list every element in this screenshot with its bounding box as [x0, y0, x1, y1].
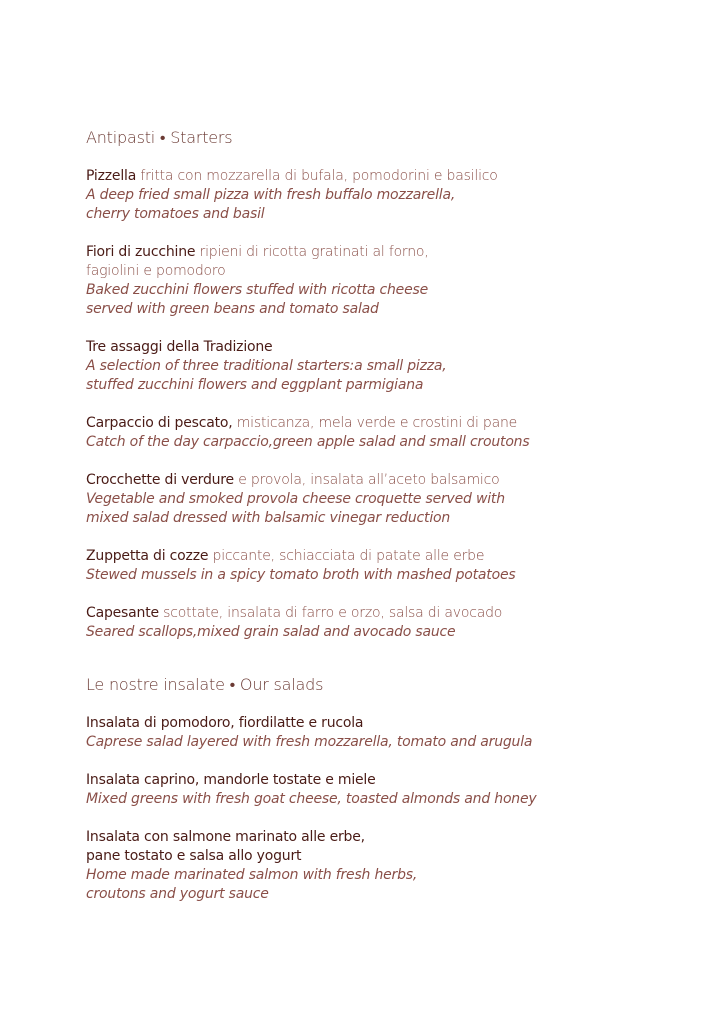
dish-italian-line	[86, 547, 686, 566]
dish-description: scottate, insalata di farro e orzo, salsa di avocado	[158, 605, 503, 621]
menu-item	[86, 714, 686, 752]
dish-english-translation: Catch of the day carpaccio,green apple salad and small croutons	[86, 434, 530, 450]
dish-name: Tre assaggi della Tradizione	[86, 339, 273, 355]
dish-english-translation: Caprese salad layered with fresh mozzarella, tomato and arugula	[86, 734, 533, 750]
dish-italian-line	[86, 167, 686, 186]
section-title: Le nostre insalate • Our salads	[86, 675, 324, 694]
dish-english-translation: mixed salad dressed with balsamic vinegar reduction	[86, 510, 451, 526]
dish-english-translation: Vegetable and smoked provola cheese croquette served with	[86, 491, 505, 507]
dish-italian-line	[86, 604, 686, 623]
dish-description: fagiolini e pomodoro	[86, 263, 226, 279]
dish-name: pane tostato e salsa allo yogurt	[86, 848, 302, 864]
dish-name: Zuppetta di cozze	[86, 548, 209, 564]
dish-italian-line	[86, 243, 686, 262]
dish-english-translation: Mixed greens with fresh goat cheese, toasted almonds and honey	[86, 791, 537, 807]
dish-name: Insalata caprino, mandorle tostate e miele	[86, 772, 376, 788]
dish-english-translation: A selection of three traditional starters:a small pizza,	[86, 358, 447, 374]
menu-section	[86, 126, 686, 642]
dish-description: piccante, schiacciata di patate alle erbe	[208, 548, 485, 564]
menu-page	[86, 126, 686, 923]
dish-italian-line	[86, 338, 686, 357]
dish-description: fritta con mozzarella di bufala, pomodorini e basilico	[136, 168, 498, 184]
dish-description: ripieni di ricotta gratinati al forno,	[195, 244, 429, 260]
menu-item	[86, 243, 686, 319]
dish-description: misticanza, mela verde e crostini di pane	[232, 415, 518, 431]
menu-section	[86, 673, 686, 904]
dish-english-translation: croutons and yogurt sauce	[86, 886, 269, 902]
dish-name: Carpaccio di pescato,	[86, 415, 233, 431]
dish-name: Pizzella	[86, 168, 137, 184]
dish-english-translation: Stewed mussels in a spicy tomato broth with mashed potatoes	[86, 567, 516, 583]
dish-name: Fiori di zucchine	[86, 244, 196, 260]
dish-italian-line	[86, 471, 686, 490]
dish-english-translation: cherry tomatoes and basil	[86, 206, 265, 222]
dish-italian-line	[86, 414, 686, 433]
dish-italian-line	[86, 262, 686, 281]
menu-item	[86, 771, 686, 809]
dish-english-translation: A deep fried small pizza with fresh buffalo mozzarella,	[86, 187, 456, 203]
dish-italian-line	[86, 771, 686, 790]
dish-italian-line	[86, 847, 686, 866]
dish-english-translation: Home made marinated salmon with fresh herbs,	[86, 867, 418, 883]
menu-item	[86, 547, 686, 585]
dish-italian-line	[86, 714, 686, 733]
section-title: Antipasti • Starters	[86, 128, 233, 147]
menu-item	[86, 828, 686, 904]
menu-item	[86, 167, 686, 224]
dish-description: e provola, insalata all’aceto balsamico	[233, 472, 500, 488]
dish-name: Insalata con salmone marinato alle erbe,	[86, 829, 365, 845]
menu-item	[86, 338, 686, 395]
menu-item	[86, 414, 686, 452]
menu-item	[86, 471, 686, 528]
dish-english-translation: served with green beans and tomato salad	[86, 301, 379, 317]
dish-english-translation: stuffed zucchini flowers and eggplant parmigiana	[86, 377, 424, 393]
dish-italian-line	[86, 828, 686, 847]
dish-english-translation: Baked zucchini flowers stuffed with ricotta cheese	[86, 282, 429, 298]
dish-name: Crocchette di verdure	[86, 472, 234, 488]
menu-sections	[86, 126, 686, 904]
menu-item	[86, 604, 686, 642]
dish-name: Capesante	[86, 605, 159, 621]
dish-english-translation: Seared scallops,mixed grain salad and avocado sauce	[86, 624, 456, 640]
dish-name: Insalata di pomodoro, fiordilatte e rucola	[86, 715, 364, 731]
